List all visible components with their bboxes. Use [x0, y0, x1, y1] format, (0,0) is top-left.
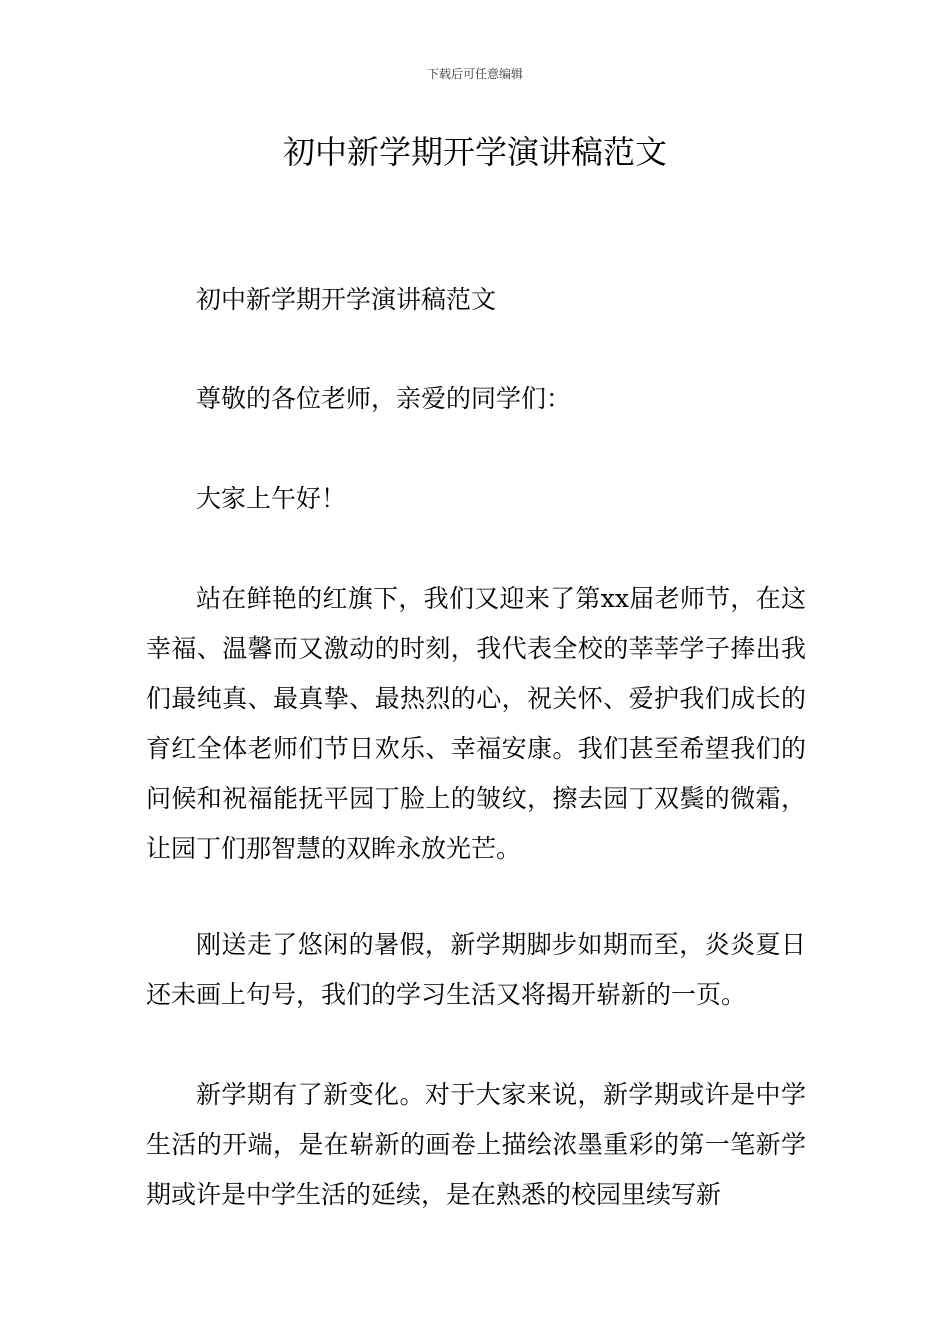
- paragraph-body-2: [146, 920, 806, 1020]
- paragraph-text: 大家上午好！: [196, 484, 347, 513]
- document-title: 初中新学期开学演讲稿范文: [282, 133, 667, 171]
- paragraph-body-3: [146, 1070, 806, 1220]
- paragraph-body-1: [146, 574, 806, 874]
- header-note: 下载后可任意编辑: [426, 67, 523, 81]
- paragraph-text: 站在鲜艳的红旗下，我们又迎来了第xx届老师节，在这幸福、温馨而又激动的时刻，我代表全校的莘莘学子捧出我们最纯真、最真挚、最热烈的心，祝关怀、爱护我们成长的育红全体老师们节日欢乐、幸福安康。我们甚至希望我们的问候和祝福能抚平园丁脸上的皱纹，擦去园丁双鬓的微霜，让园丁们那智慧的双眸永放光芒。: [146, 584, 806, 863]
- paragraph-salutation: [146, 374, 806, 424]
- paragraph-text: 初中新学期开学演讲稿范文: [196, 285, 497, 314]
- paragraph-text: 新学期有了新变化。对于大家来说，新学期或许是中学生活的开端，是在崭新的画卷上描绘浓墨重彩的第一笔新学期或许是中学生活的延续，是在熟悉的校园里续写新: [146, 1080, 806, 1209]
- paragraph-text: 刚送走了悠闲的暑假，新学期脚步如期而至，炎炎夏日还未画上句号，我们的学习生活又将揭开崭新的一页。: [146, 930, 806, 1009]
- paragraph-text: 尊敬的各位老师，亲爱的同学们：: [196, 384, 572, 413]
- paragraph-subtitle: [146, 275, 806, 325]
- paragraph-greeting: [146, 474, 806, 524]
